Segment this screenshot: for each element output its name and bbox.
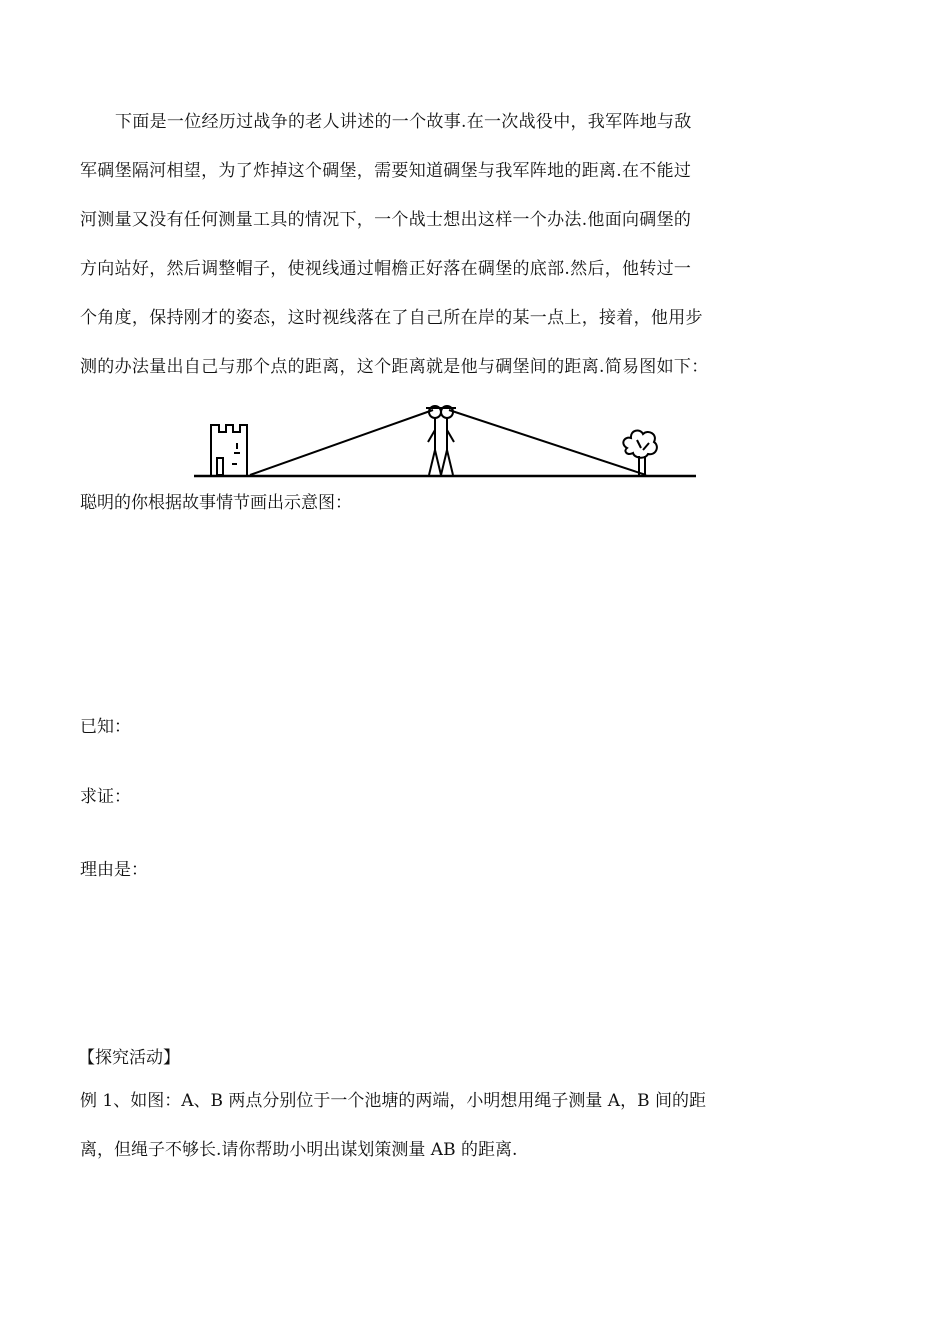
sight-line-to-fortress [250, 410, 433, 475]
sight-line-to-point [449, 410, 646, 475]
reason-label: 理由是： [80, 860, 148, 880]
draw-diagram-prompt: 聪明的你根据故事情节画出示意图： [80, 493, 352, 513]
fortress-icon [211, 425, 247, 476]
known-label: 已知： [80, 717, 131, 737]
story-sketch [190, 398, 700, 480]
story-line: 河测量又没有任何测量工具的情况下，一个战士想出这样一个办法.他面向碉堡的 [80, 210, 692, 230]
story-line: 方向站好，然后调整帽子，使视线通过帽檐正好落在碉堡的底部.然后，他转过一 [80, 259, 692, 279]
example-line: 离，但绳子不够长.请你帮助小明出谋划策测量 AB 的距离. [80, 1140, 518, 1160]
story-line: 军碉堡隔河相望，为了炸掉这个碉堡，需要知道碉堡与我军阵地的距离.在不能过 [80, 161, 692, 181]
example-line: 例 1、如图：A、B 两点分别位于一个池塘的两端，小明想用绳子测量 A，B 间的距 [80, 1091, 706, 1111]
story-line: 个角度，保持刚才的姿态，这时视线落在了自己所在岸的某一点上，接着，他用步 [80, 308, 703, 328]
story-line: 下面是一位经历过战争的老人讲述的一个故事.在一次战役中，我军阵地与敌 [115, 112, 692, 132]
example-1 [80, 1077, 780, 1175]
story-paragraph [80, 98, 780, 392]
story-line: 测的办法量出自己与那个点的距离，这个距离就是他与碉堡间的距离.简易图如下： [80, 357, 709, 377]
prove-label: 求证： [80, 787, 131, 807]
activity-heading: 【探究活动】 [78, 1048, 180, 1068]
soldier-icon [426, 406, 456, 475]
